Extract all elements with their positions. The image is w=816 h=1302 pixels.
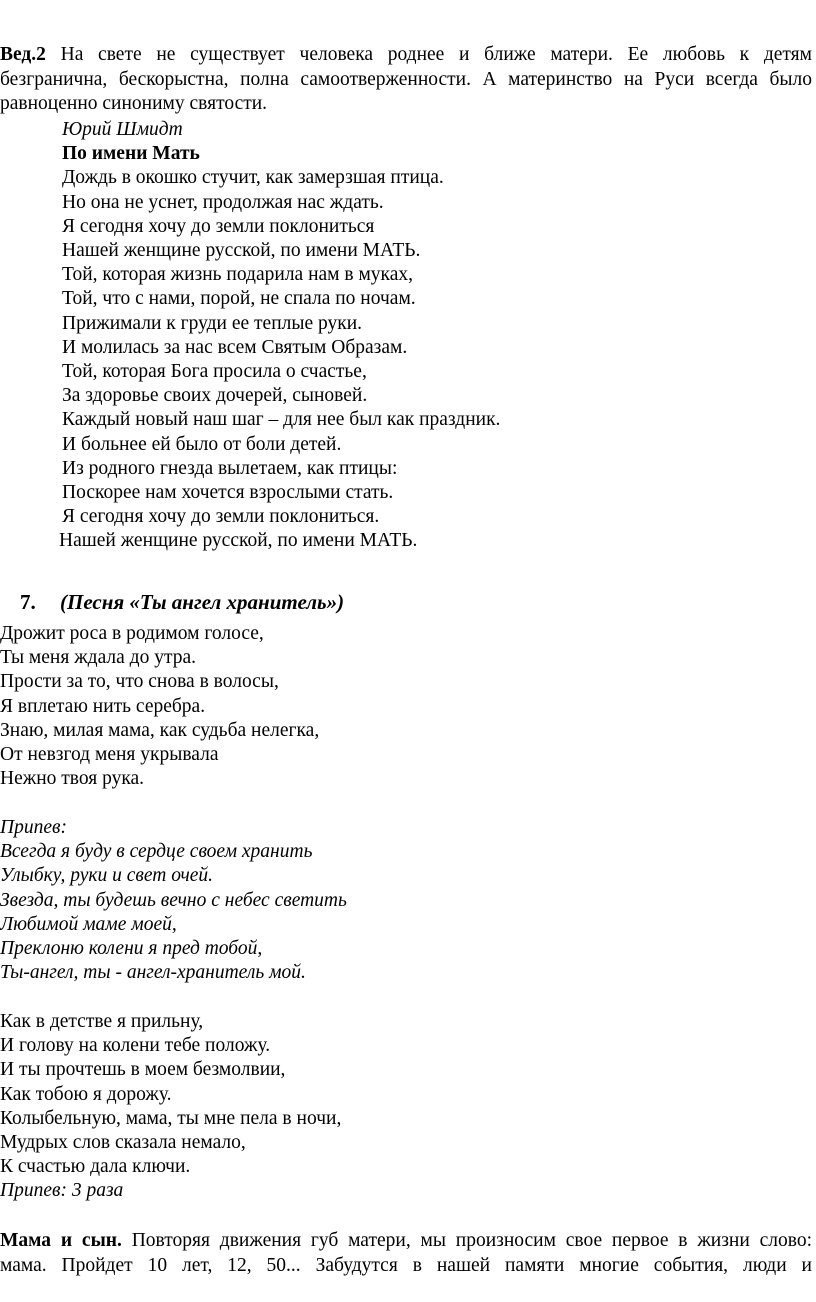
song-verse-2 [0,1010,341,1204]
verse-line: Знаю, милая мама, как судьба нелегка, [0,719,320,741]
poem-line: Я сегодня хочу до земли поклониться. [62,506,380,528]
poem-line: Той, которая жизнь подарила нам в муках, [62,264,414,286]
poem-line: За здоровье своих дочерей, сыновей. [62,385,368,407]
intro-line-3: равноценно синониму святости. [0,93,268,114]
verse-line: Мудрых слов сказала немало, [0,1132,246,1154]
verse-line: Нежно твоя рука. [0,768,145,790]
poem-title: По имени Мать [62,143,200,165]
poem-line: Дождь в окошко стучит, как замерзшая птица. [62,167,444,189]
verse-line: Как в детстве я прильну, [0,1011,204,1032]
closing-line-1: Мама и сын. Повторяя движения губ матери, мы произносим свое первое в жизни слово: [0,1230,812,1251]
poem-line: И больнее ей было от боли детей. [62,433,342,455]
song-chorus [0,816,347,985]
verse-line: И голову на колени тебе положу. [0,1035,271,1057]
verse-line: От невзгод меня укрывала [0,744,219,766]
poem-line: Я сегодня хочу до земли поклониться [62,215,375,237]
poem-line: Прижимали к груди ее теплые руки. [62,312,363,334]
chorus-line: Любимой маме моей, [0,913,177,935]
chorus-line: Улыбку, руки и свет очей. [0,865,214,887]
poem-line: Каждый новый наш шаг – для нее был как праздник. [62,409,501,431]
song-number: 7. [20,590,36,614]
verse-line: Как тобою я дорожу. [0,1083,172,1105]
poem-line: Из родного гнезда вылетаем, как птицы: [62,457,398,479]
verse-line: Я вплетаю нить серебра. [0,695,206,717]
speaker-label: Мама и сын. [0,1230,122,1251]
poem-author: Юрий Шмидт [62,119,183,140]
verse-line: Колыбельную, мама, ты мне пела в ночи, [0,1107,342,1129]
intro-line-1: Вед.2 На свете не существует человека роднее и ближе матери. Ее любовь к детям [0,44,812,65]
song-heading [20,590,344,615]
verse-line: К счастью дала ключи. [0,1156,191,1178]
closing-paragraph [0,1228,812,1278]
verse-line: Прости за то, что снова в волосы, [0,671,279,693]
verse-line: Ты меня ждала до утра. [0,647,197,669]
song-title: (Песня «Ты ангел хранитель») [60,590,345,614]
intro-line-2: безгранична, бескорыстна, полна самоотверженности. А материнство на Руси всегда было [0,68,812,90]
poem-line: Но она не уснет, продолжая нас ждать. [62,191,384,213]
poem-line: Нашей женщине русской, по имени МАТЬ. [59,530,418,552]
chorus-line: Преклоню колени я пред тобой, [0,938,263,960]
chorus-line: Звезда, ты будешь вечно с небес светить [0,889,347,911]
poem-line: Поскорее нам хочется взрослыми стать. [62,482,394,504]
poem [59,118,501,554]
speaker-label: Вед.2 [0,44,46,65]
chorus-line: Ты-ангел, ты - ангел-хранитель мой. [0,962,306,984]
intro-paragraph [0,43,812,117]
song-verse-1 [0,622,319,791]
chorus-repeat-note: Припев: 3 раза [0,1180,124,1202]
verse-line: Дрожит роса в родимом голосе, [0,623,264,644]
poem-line: И молилась за нас всем Святым Образам. [62,336,408,358]
chorus-line: Всегда я буду в сердце своем хранить [0,841,313,863]
closing-line-2: мама. Пройдет 10 лет, 12, 50... Забудутся в нашей памяти многие события, люди и [0,1255,812,1276]
poem-line: Той, что с нами, порой, не спала по ночам. [62,288,416,310]
verse-line: И ты прочтешь в моем безмолвии, [0,1059,286,1081]
chorus-label: Припев: [0,817,67,838]
poem-line: Нашей женщине русской, по имени МАТЬ. [62,240,421,262]
poem-line: Той, которая Бога просила о счастье, [62,361,367,383]
